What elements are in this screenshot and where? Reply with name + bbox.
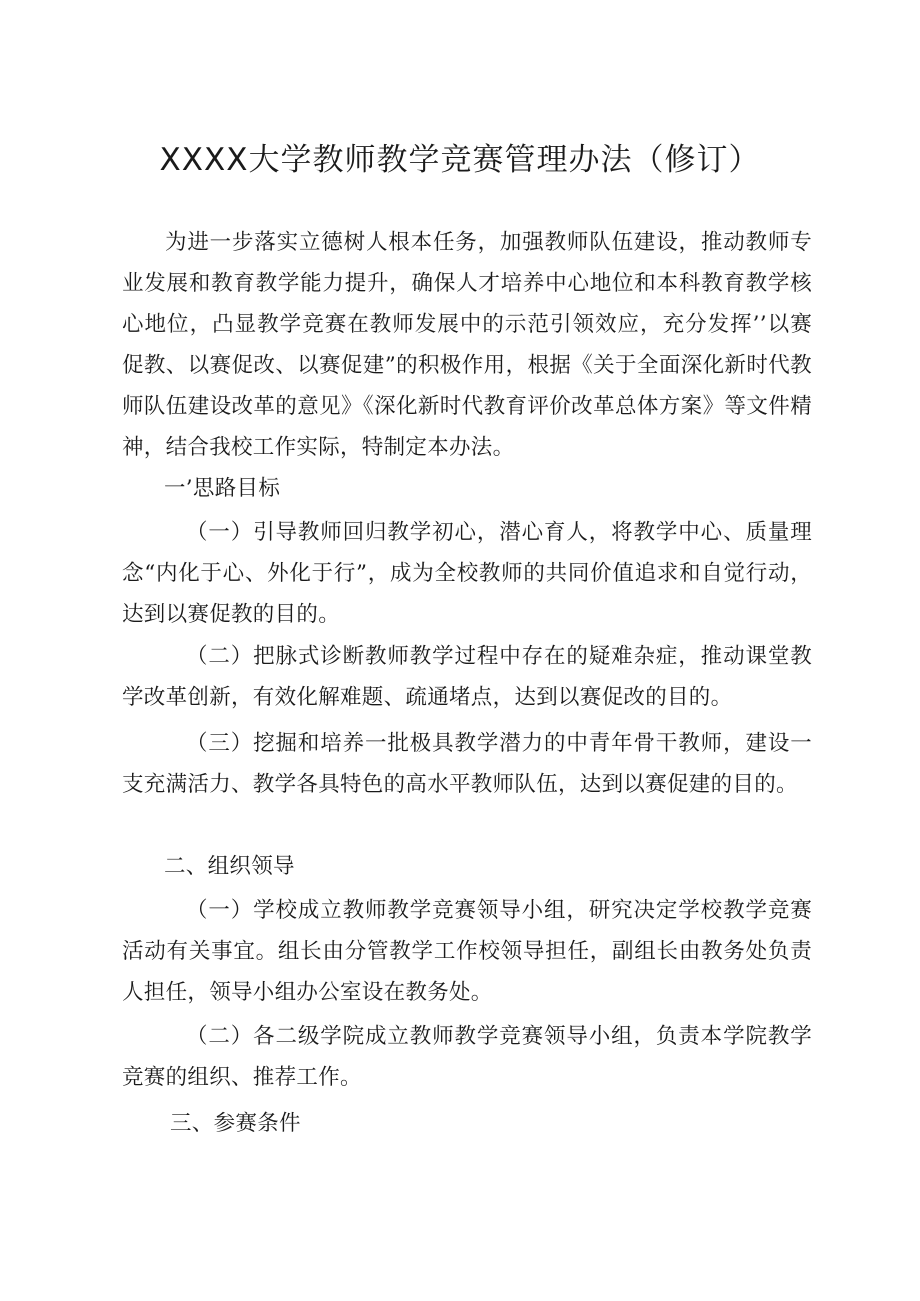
section-heading-1: 一’思路目标 [164,476,281,501]
section-2-item-2: （二）各二级学院成立教师教学竞赛领导小组，负责本学院教学竞赛的组织、推荐工作。 [122,1024,812,1090]
section-1-item-1: （一）引导教师回归教学初心，潜心育人，将教学中心、质量理念“内化于心、外化于行”，成为全校教师的共同价值追求和自觉行动，达到以赛促教的目的。 [122,520,812,627]
section-heading-2: 二、组织领导 [164,854,295,879]
section-1-item-2: （二）把脉式诊断教师教学过程中存在的疑难杂症，推动课堂教学改革创新，有效化解难题、疏通堵点，达到以赛促改的目的。 [122,644,812,710]
section-heading-3: 三、参赛条件 [170,1111,301,1136]
section-1-item-3: （三）挖掘和培养一批极具教学潜力的中青年骨干教师，建设一支充满活力、教学各具特色的高水平教师队伍，达到以赛促建的目的。 [122,731,812,797]
section-2-item-1: （一）学校成立教师教学竞赛领导小组，研究决定学校教学竞赛活动有关事宜。组长由分管教学工作校领导担任，副组长由教务处负责人担任，领导小组办公室设在教务处。 [122,898,812,1005]
document-title: XXXX大学教师教学竞赛管理办法（修订） [159,142,761,178]
intro-paragraph: 为进一步落实立德树人根本任务，加强教师队伍建设，推动教师专业发展和教育教学能力提升，确保人才培养中心地位和本科教育教学核心地位，凸显教学竞赛在教师发展中的示范引领效应，充分发挥’’以赛促教、以赛促改、以赛促建”的积极作用，根据《关于全面深化新时代教师队伍建设改革的意见》《深化新时代教育评价改革总体方案》等文件精神，结合我校工作实际，特制定本办法。 [122,230,812,460]
